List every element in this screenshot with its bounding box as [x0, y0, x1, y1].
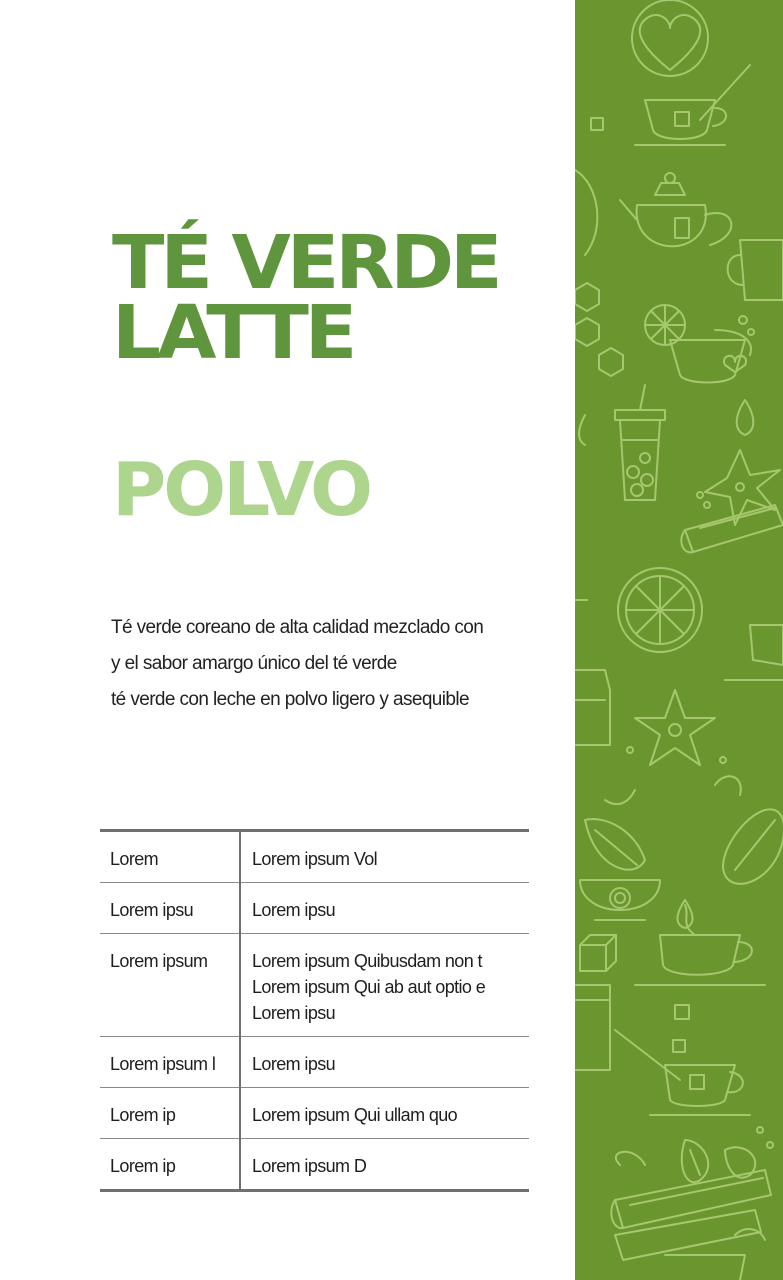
leaf-icon: [585, 790, 783, 884]
title-line-1: TÉ VERDE: [112, 220, 499, 306]
product-title: [112, 220, 601, 376]
spec-value: [240, 934, 529, 1037]
star-anise-icon: [697, 450, 780, 525]
teacup-icon: [575, 600, 783, 680]
description-line: té verde con leche en polvo ligero y asequible: [111, 689, 469, 710]
description-line: y el sabor amargo único del té verde: [111, 653, 397, 674]
teapot-icon: [575, 170, 731, 255]
teacup-icon: [591, 65, 750, 145]
tea-pattern: [575, 0, 783, 1280]
spec-value: [240, 831, 529, 883]
teacup-icon: [635, 905, 765, 985]
spec-key: Lorem: [100, 831, 240, 883]
table-row: [100, 1088, 529, 1139]
spec-table: [100, 829, 529, 1192]
product-description: [111, 610, 551, 718]
table-row: [100, 883, 529, 934]
spec-key: Lorem ipsum: [100, 934, 240, 1037]
spec-value-line: Lorem ipsu: [252, 1003, 336, 1023]
spec-key: Lorem ipsum l: [100, 1037, 240, 1088]
spec-value-line: Lorem ipsum Vol: [252, 849, 378, 869]
star-anise-icon: [627, 690, 741, 795]
table-row: [100, 831, 529, 883]
product-subtitle: POLVO: [112, 447, 370, 533]
teacup-icon: [615, 1030, 750, 1115]
spec-value-line: Lorem ipsum Qui ab aut optio e: [252, 977, 486, 997]
honeycomb-icon: [575, 283, 623, 376]
spec-value: [240, 1088, 529, 1139]
cinnamon-icon: [611, 1170, 771, 1260]
spec-value-line: Lorem ipsu: [252, 1054, 336, 1074]
sugar-cube-icon: [580, 935, 689, 1052]
teacup-icon: [665, 1229, 765, 1280]
cup-icon: [728, 240, 783, 300]
table-row: [100, 1139, 529, 1191]
title-line-2: LATTE: [112, 290, 354, 376]
table-row: [100, 934, 529, 1037]
cup-icon: [575, 985, 610, 1070]
drop-icon: [579, 400, 753, 445]
snail-bowl-icon: [580, 880, 693, 928]
spec-key: Lorem ip: [100, 1088, 240, 1139]
tea-pattern-panel: [575, 0, 783, 1280]
table-row: [100, 1037, 529, 1088]
spec-value-line: Lorem ipsu: [252, 900, 336, 920]
spec-value: [240, 883, 529, 934]
spec-value-line: Lorem ipsum Qui ullam quo: [252, 1105, 458, 1125]
description-line: Té verde coreano de alta calidad mezclado con: [111, 617, 484, 638]
spec-value-line: Lorem ipsum Quibusdam non t: [252, 951, 482, 971]
lemon-icon: [618, 568, 702, 652]
spec-key: Lorem ipsu: [100, 883, 240, 934]
cup-icon: [575, 670, 610, 745]
heart-icon: [632, 0, 708, 76]
spec-key: Lorem ip: [100, 1139, 240, 1191]
spec-value: [240, 1139, 529, 1191]
spec-value: [240, 1037, 529, 1088]
spec-value-line: Lorem ipsum D: [252, 1156, 367, 1176]
bubble-tea-icon: [615, 385, 665, 500]
